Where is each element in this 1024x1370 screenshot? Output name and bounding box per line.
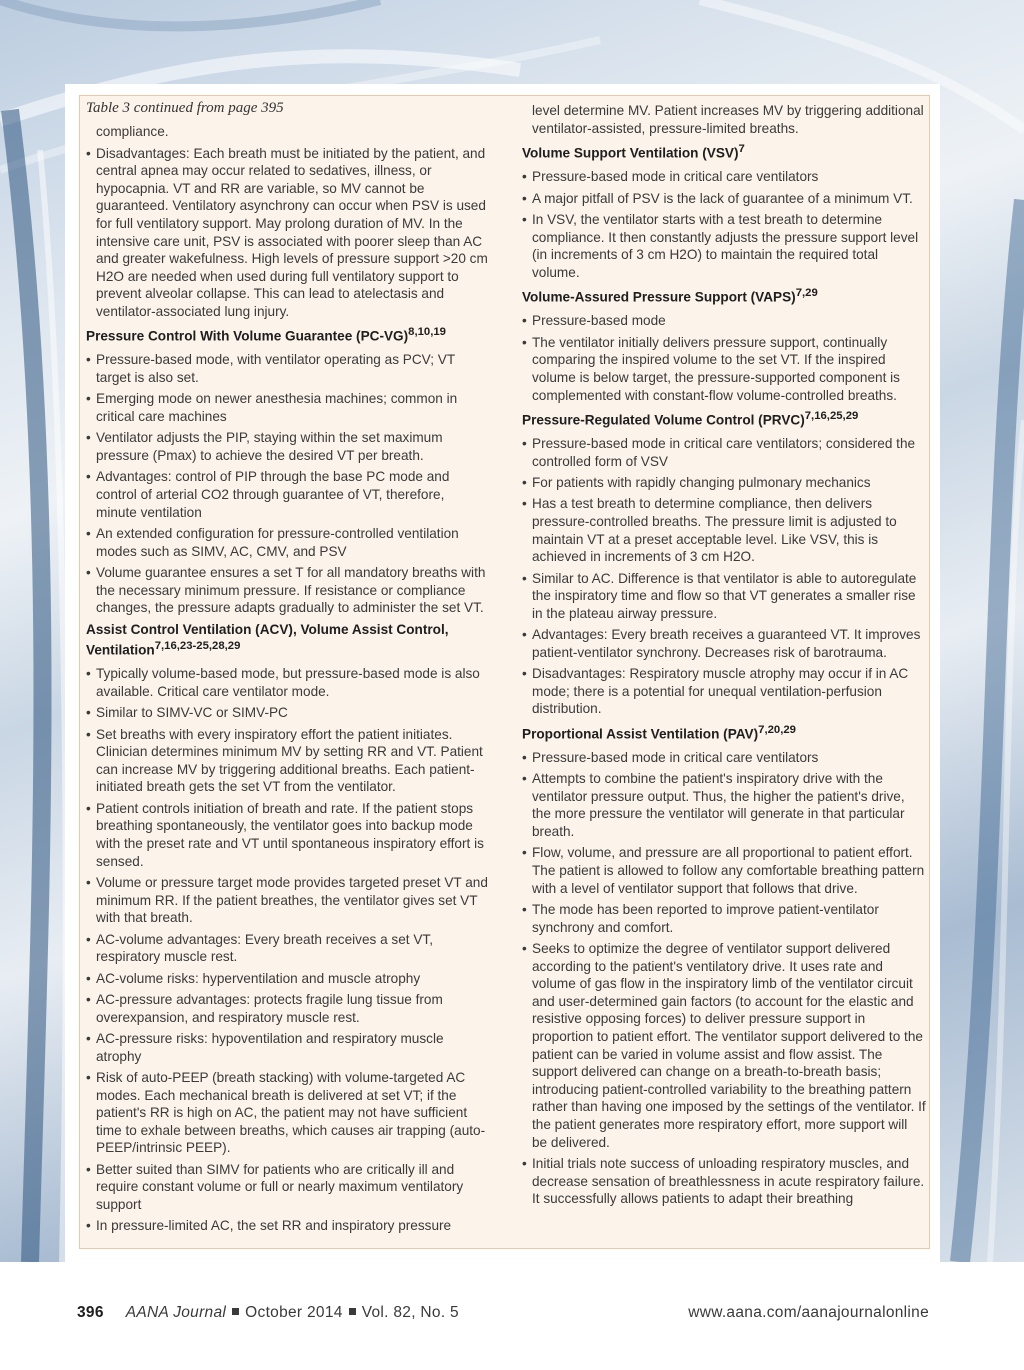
journal-url[interactable]: www.aana.com/aanajournalonline — [688, 1304, 929, 1321]
vsv-item: • In VSV, the ventilator starts with a test breath to determine compliance. It then constantly adjusts the pressure support level (in increments of 3 cm H2O) to maintain the required total volume. — [522, 211, 926, 281]
prvc-item: • Pressure-based mode in critical care ventilators; considered the controlled form of VSV — [522, 435, 926, 470]
table-continued-label: Table 3 continued from page 395 — [86, 100, 284, 116]
separator-square-icon — [232, 1308, 239, 1315]
pav-item: • Pressure-based mode in critical care ventilators — [522, 749, 926, 767]
journal-name: AANA Journal — [125, 1304, 227, 1321]
pcvg-item: • Pressure-based mode, with ventilator operating as PCV; VT target is also set. — [86, 351, 488, 386]
vaps-heading: Volume-Assured Pressure Support (VAPS)$^{7,29}$ — [522, 287, 818, 305]
acv-item: • In pressure-limited AC, the set RR and inspiratory pressure — [86, 1217, 488, 1235]
vsv-heading: Volume Support Ventilation (VSV)$^7$ — [522, 143, 745, 161]
left-column — [86, 96, 488, 1239]
vaps-item: • The ventilator initially delivers pressure support, continually comparing the inspired volume to the set VT. If the inspired volume is below target, the pressure-supported component is complemented with constant-flow volume-controlled breaths. — [522, 334, 926, 404]
prvc-heading: Pressure-Regulated Volume Control (PRVC)$^{7,16,25,29}$ — [522, 409, 859, 428]
vsv-item: • A major pitfall of PSV is the lack of guarantee of a minimum VT. — [522, 190, 926, 208]
acv-item: • Patient controls initiation of breath and rate. If the patient stops breathing spontaneously, the ventilator goes into backup mode with the preset rate and VT until spontaneous inspiratory effort is sensed. — [86, 800, 488, 870]
pcvg-item: • Volume guarantee ensures a set T for all mandatory breaths with the necessary minimum pressure. If resistance or compliance changes, the pressure adapts gradually to administer the set VT. — [86, 564, 488, 617]
prvc-item: • Disadvantages: Respiratory muscle atrophy may occur if in AC mode; there is a potential for unequal ventilation-perfusion distribution. — [522, 665, 926, 718]
acv-item: • AC-volume advantages: Every breath receives a set VT, respiratory muscle rest. — [86, 931, 488, 966]
pav-item: • Attempts to combine the patient's inspiratory drive with the ventilator pressure output. Thus, the higher the patient's drive, the more pressure the ventilator will generate in that particular breath. — [522, 770, 926, 840]
pcvg-item: • Ventilator adjusts the PIP, staying within the set maximum pressure (Pmax) to achieve the desired VT per breath. — [86, 429, 488, 464]
volume-number: Vol. 82, No. 5 — [361, 1304, 459, 1321]
issue-date: October 2014 — [245, 1304, 343, 1321]
pav-item: • Initial trials note success of unloading respiratory muscles, and decrease sensation of breathlessness in acute respiratory failure. It successfully allows patients to adapt their breathing — [522, 1155, 926, 1208]
acv-item: • Better suited than SIMV for patients who are critically ill and require constant volume or full or nearly maximum ventilatory support — [86, 1161, 488, 1214]
pav-item: • Seeks to optimize the degree of ventilator support delivered according to the patient's ventilatory drive. It uses rate and volume of gas flow in the inspiratory limb of the ventilator circuit and user-determined gain factors (to account for the elastic and resistive opposing forces) to deliver pressure support in proportion to patient effort. The ventilator support delivered to the patient can be varied in volume assist and flow assist. The support delivered can change on a breath-to-breath basis; introducing patient-controlled variability to the breathing pattern rather than having one imposed by the settings of the ventilator. If the patient generates more respiratory effort, more support will be delivered. — [522, 940, 926, 1151]
table-box — [79, 95, 930, 1249]
prvc-item: • Similar to AC. Difference is that ventilator is able to autoregulate the inspiratory time and flow so that VT generates a smaller rise in the plateau airway pressure. — [522, 570, 926, 623]
pcvg-item: • Emerging mode on newer anesthesia machines; common in critical care machines — [86, 390, 488, 425]
vsv-item: • Pressure-based mode in critical care ventilators — [522, 168, 926, 186]
acv-item: • Set breaths with every inspiratory effort the patient initiates. Clinician determines minimum MV by setting RR and VT. Patient can increase MV by triggering additional breaths. Each patient-initiated breath gets the set VT from the ventilator. — [86, 726, 488, 796]
acv-item: • Volume or pressure target mode provides targeted preset VT and minimum RR. If the patient breathes, the ventilator gives set VT with that breath. — [86, 874, 488, 927]
acv-item: • AC-volume risks: hyperventilation and muscle atrophy — [86, 970, 488, 988]
acv-item: • AC-pressure risks: hypoventilation and respiratory muscle atrophy — [86, 1030, 488, 1065]
prvc-item: • For patients with rapidly changing pulmonary mechanics — [522, 474, 926, 492]
right-column — [522, 96, 926, 1212]
pav-item: • The mode has been reported to improve patient-ventilator synchrony and comfort. — [522, 901, 926, 936]
prvc-item: • Advantages: Every breath receives a guaranteed VT. It improves patient-ventilator synchrony. Decreases risk of barotrauma. — [522, 626, 926, 661]
acv-heading: Assist Control Ventilation (ACV), Volume Assist Control, Ventilation$^{7,16,23-25,28,29}$ — [86, 621, 449, 658]
pcvg-heading: Pressure Control With Volume Guarantee $(PC-VG)^{8,10,19}$ — [86, 326, 446, 344]
acv-item: • Typically volume-based mode, but pressure-based mode is also available. Critical care ventilator mode. — [86, 665, 488, 700]
vaps-item: • Pressure-based mode — [522, 312, 926, 330]
pav-heading: Proportional Assist Ventilation (PAV)$^{7,20,29}$ — [522, 723, 796, 742]
footer-citation — [77, 1304, 459, 1322]
pcvg-item: • Advantages: control of PIP through the base PC mode and control of arterial CO2 through guarantee of VT, therefore, minute ventilation — [86, 468, 488, 521]
pav-item: • Flow, volume, and pressure are all proportional to patient effort. The patient is allowed to follow any comfortable breathing pattern with a level of ventilator support that follows that drive. — [522, 844, 926, 897]
carry-over-text: level determine MV. Patient increases MV by triggering additional ventilator-assisted, pressure-limited breaths. — [532, 103, 924, 136]
psv-disadvantages: • Disadvantages: Each breath must be initiated by the patient, and central apnea may occur related to sedatives, illness, or hypocapnia. VT and RR are variable, so MV cannot be guaranteed. Ventilatory asynchrony can occur when PSV is used for full ventilatory support. May prolong duration of MV. In the intensive care unit, PSV is associated with poorer sleep than AC and greater wakefulness. High levels of pressure support >20 cm H2O are needed when used during full ventilatory support to prevent alveolar collapse. This can lead to atelectasis and ventilator-associated lung injury. — [86, 145, 488, 321]
acv-item: • Similar to SIMV-VC or SIMV-PC — [86, 704, 488, 722]
separator-square-icon — [349, 1308, 356, 1315]
page-number: 396 — [77, 1304, 104, 1321]
acv-item: • Risk of auto-PEEP (breath stacking) with volume-targeted AC modes. Each mechanical breath is delivered at set VT; if the patient's RR is high on AC, the patient may not have sufficient time to exhale between breaths, which causes air trapping (auto-PEEP/intrinsic PEEP). — [86, 1069, 488, 1157]
prvc-item: • Has a test breath to determine compliance, then delivers pressure-controlled breaths. The pressure limit is adjusted to maintain VT at a preset acceptable level. Like VSV, this is achieved in increments of 3 cm H2O. — [522, 495, 926, 565]
pcvg-item: • An extended configuration for pressure-controlled ventilation modes such as SIMV, AC, CMV, and PSV — [86, 525, 488, 560]
psv-tail-text: compliance. — [96, 124, 169, 139]
acv-item: • AC-pressure advantages: protects fragile lung tissue from overexpansion, and respiratory muscle rest. — [86, 991, 488, 1026]
